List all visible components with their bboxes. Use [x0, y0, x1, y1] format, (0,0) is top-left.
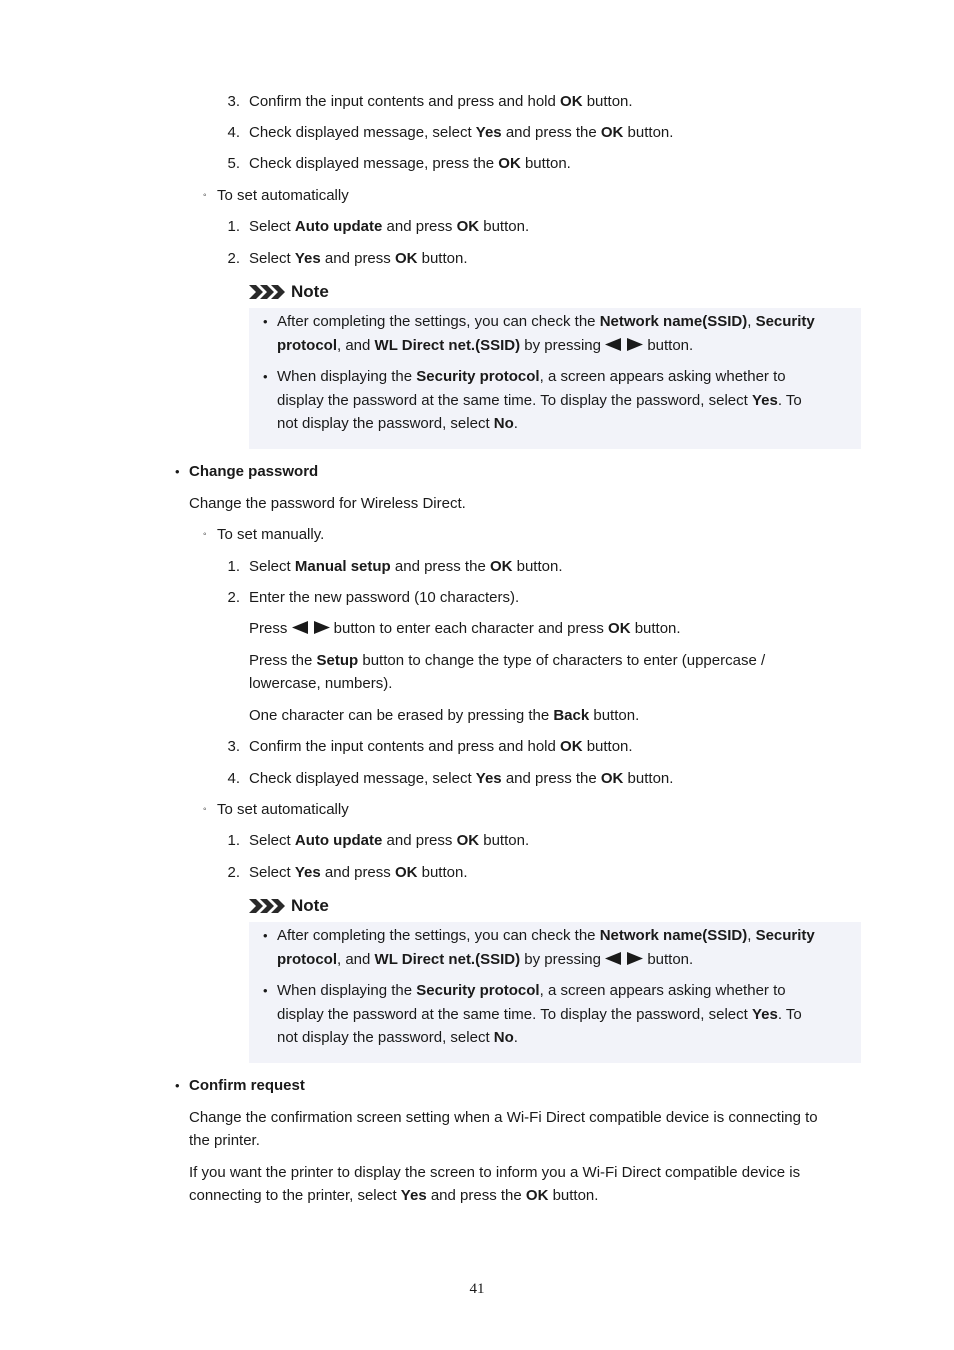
- step-number: 5.: [227, 155, 240, 172]
- note-bullet: •: [263, 928, 268, 943]
- note-text: When displaying the Security protocol, a screen appears asking whether to: [277, 368, 786, 385]
- section-description: Change the password for Wireless Direct.: [189, 495, 466, 512]
- sub-heading: To set automatically: [217, 187, 349, 204]
- step-number: 2.: [227, 589, 240, 606]
- step-number: 2.: [227, 864, 240, 881]
- note-text: not display the password, select No.: [277, 1029, 518, 1046]
- note-text: When displaying the Security protocol, a screen appears asking whether to: [277, 982, 786, 999]
- paragraph-text: Change the confirmation screen setting when a Wi-Fi Direct compatible device is connecting to: [189, 1109, 818, 1126]
- paragraph-text: the printer.: [189, 1132, 260, 1149]
- step-number: 2.: [227, 250, 240, 267]
- step-text: Select Yes and press OK button.: [249, 250, 468, 267]
- step-number: 4.: [227, 124, 240, 141]
- bullet: •: [175, 1078, 180, 1093]
- step-detail: Press button to enter each character and press OK button.: [249, 620, 681, 637]
- sub-heading: To set manually.: [217, 526, 325, 543]
- note-text: not display the password, select No.: [277, 415, 518, 432]
- bullet: •: [175, 464, 180, 479]
- step-number: 3.: [227, 93, 240, 110]
- note-label: Note: [291, 282, 329, 301]
- step-text: Check displayed message, press the OK button.: [249, 155, 571, 172]
- note-bullet: •: [263, 314, 268, 329]
- sub-bullet: ◦: [203, 529, 207, 540]
- note-chevrons-icon: [249, 899, 287, 913]
- page-number: 41: [469, 1281, 485, 1297]
- sub-heading: To set automatically: [217, 801, 349, 818]
- left-right-arrows-icon: [292, 621, 330, 634]
- step-text: Select Yes and press OK button.: [249, 864, 468, 881]
- step-number: 1.: [227, 558, 240, 575]
- step-text: Enter the new password (10 characters).: [249, 589, 520, 606]
- note-text: After completing the settings, you can check the Network name(SSID), Security: [277, 927, 815, 944]
- left-right-arrows-icon: [605, 338, 643, 351]
- sub-bullet: ◦: [203, 804, 207, 815]
- step-text: Select Auto update and press OK button.: [249, 218, 530, 235]
- section-heading-change-password: Change password: [189, 463, 319, 480]
- step-text: Check displayed message, select Yes and press the OK button.: [249, 124, 674, 141]
- step-detail: Press the Setup button to change the type of characters to enter (uppercase /: [249, 652, 766, 669]
- note-bullet: •: [263, 369, 268, 384]
- note-text: display the password at the same time. To display the password, select Yes. To: [277, 392, 802, 409]
- step-detail: lowercase, numbers).: [249, 675, 393, 692]
- note-header: [249, 896, 329, 916]
- step-number: 3.: [227, 738, 240, 755]
- note-header: [249, 282, 329, 302]
- step-text: Select Auto update and press OK button.: [249, 832, 530, 849]
- step-text: Select Manual setup and press the OK button.: [249, 558, 563, 575]
- step-text: Confirm the input contents and press and hold OK button.: [249, 93, 633, 110]
- step-text: Check displayed message, select Yes and press the OK button.: [249, 770, 674, 787]
- sub-bullet: ◦: [203, 190, 207, 201]
- note-bullet: •: [263, 983, 268, 998]
- note-text: protocol, and WL Direct net.(SSID) by pressing button.: [277, 337, 694, 354]
- paragraph-text: connecting to the printer, select Yes and press the OK button.: [189, 1187, 599, 1204]
- step-number: 4.: [227, 770, 240, 787]
- step-text: Confirm the input contents and press and hold OK button.: [249, 738, 633, 755]
- left-right-arrows-icon: [605, 952, 643, 965]
- note-label: Note: [291, 896, 329, 915]
- note-text: display the password at the same time. To display the password, select Yes. To: [277, 1006, 802, 1023]
- section-heading-confirm-request: Confirm request: [189, 1077, 305, 1094]
- note-text: protocol, and WL Direct net.(SSID) by pressing button.: [277, 951, 694, 968]
- step-number: 1.: [227, 218, 240, 235]
- step-number: 1.: [227, 832, 240, 849]
- paragraph-text: If you want the printer to display the screen to inform you a Wi-Fi Direct compatible device is: [189, 1164, 801, 1181]
- note-chevrons-icon: [249, 285, 287, 299]
- note-text: After completing the settings, you can check the Network name(SSID), Security: [277, 313, 815, 330]
- step-detail: One character can be erased by pressing the Back button.: [249, 707, 640, 724]
